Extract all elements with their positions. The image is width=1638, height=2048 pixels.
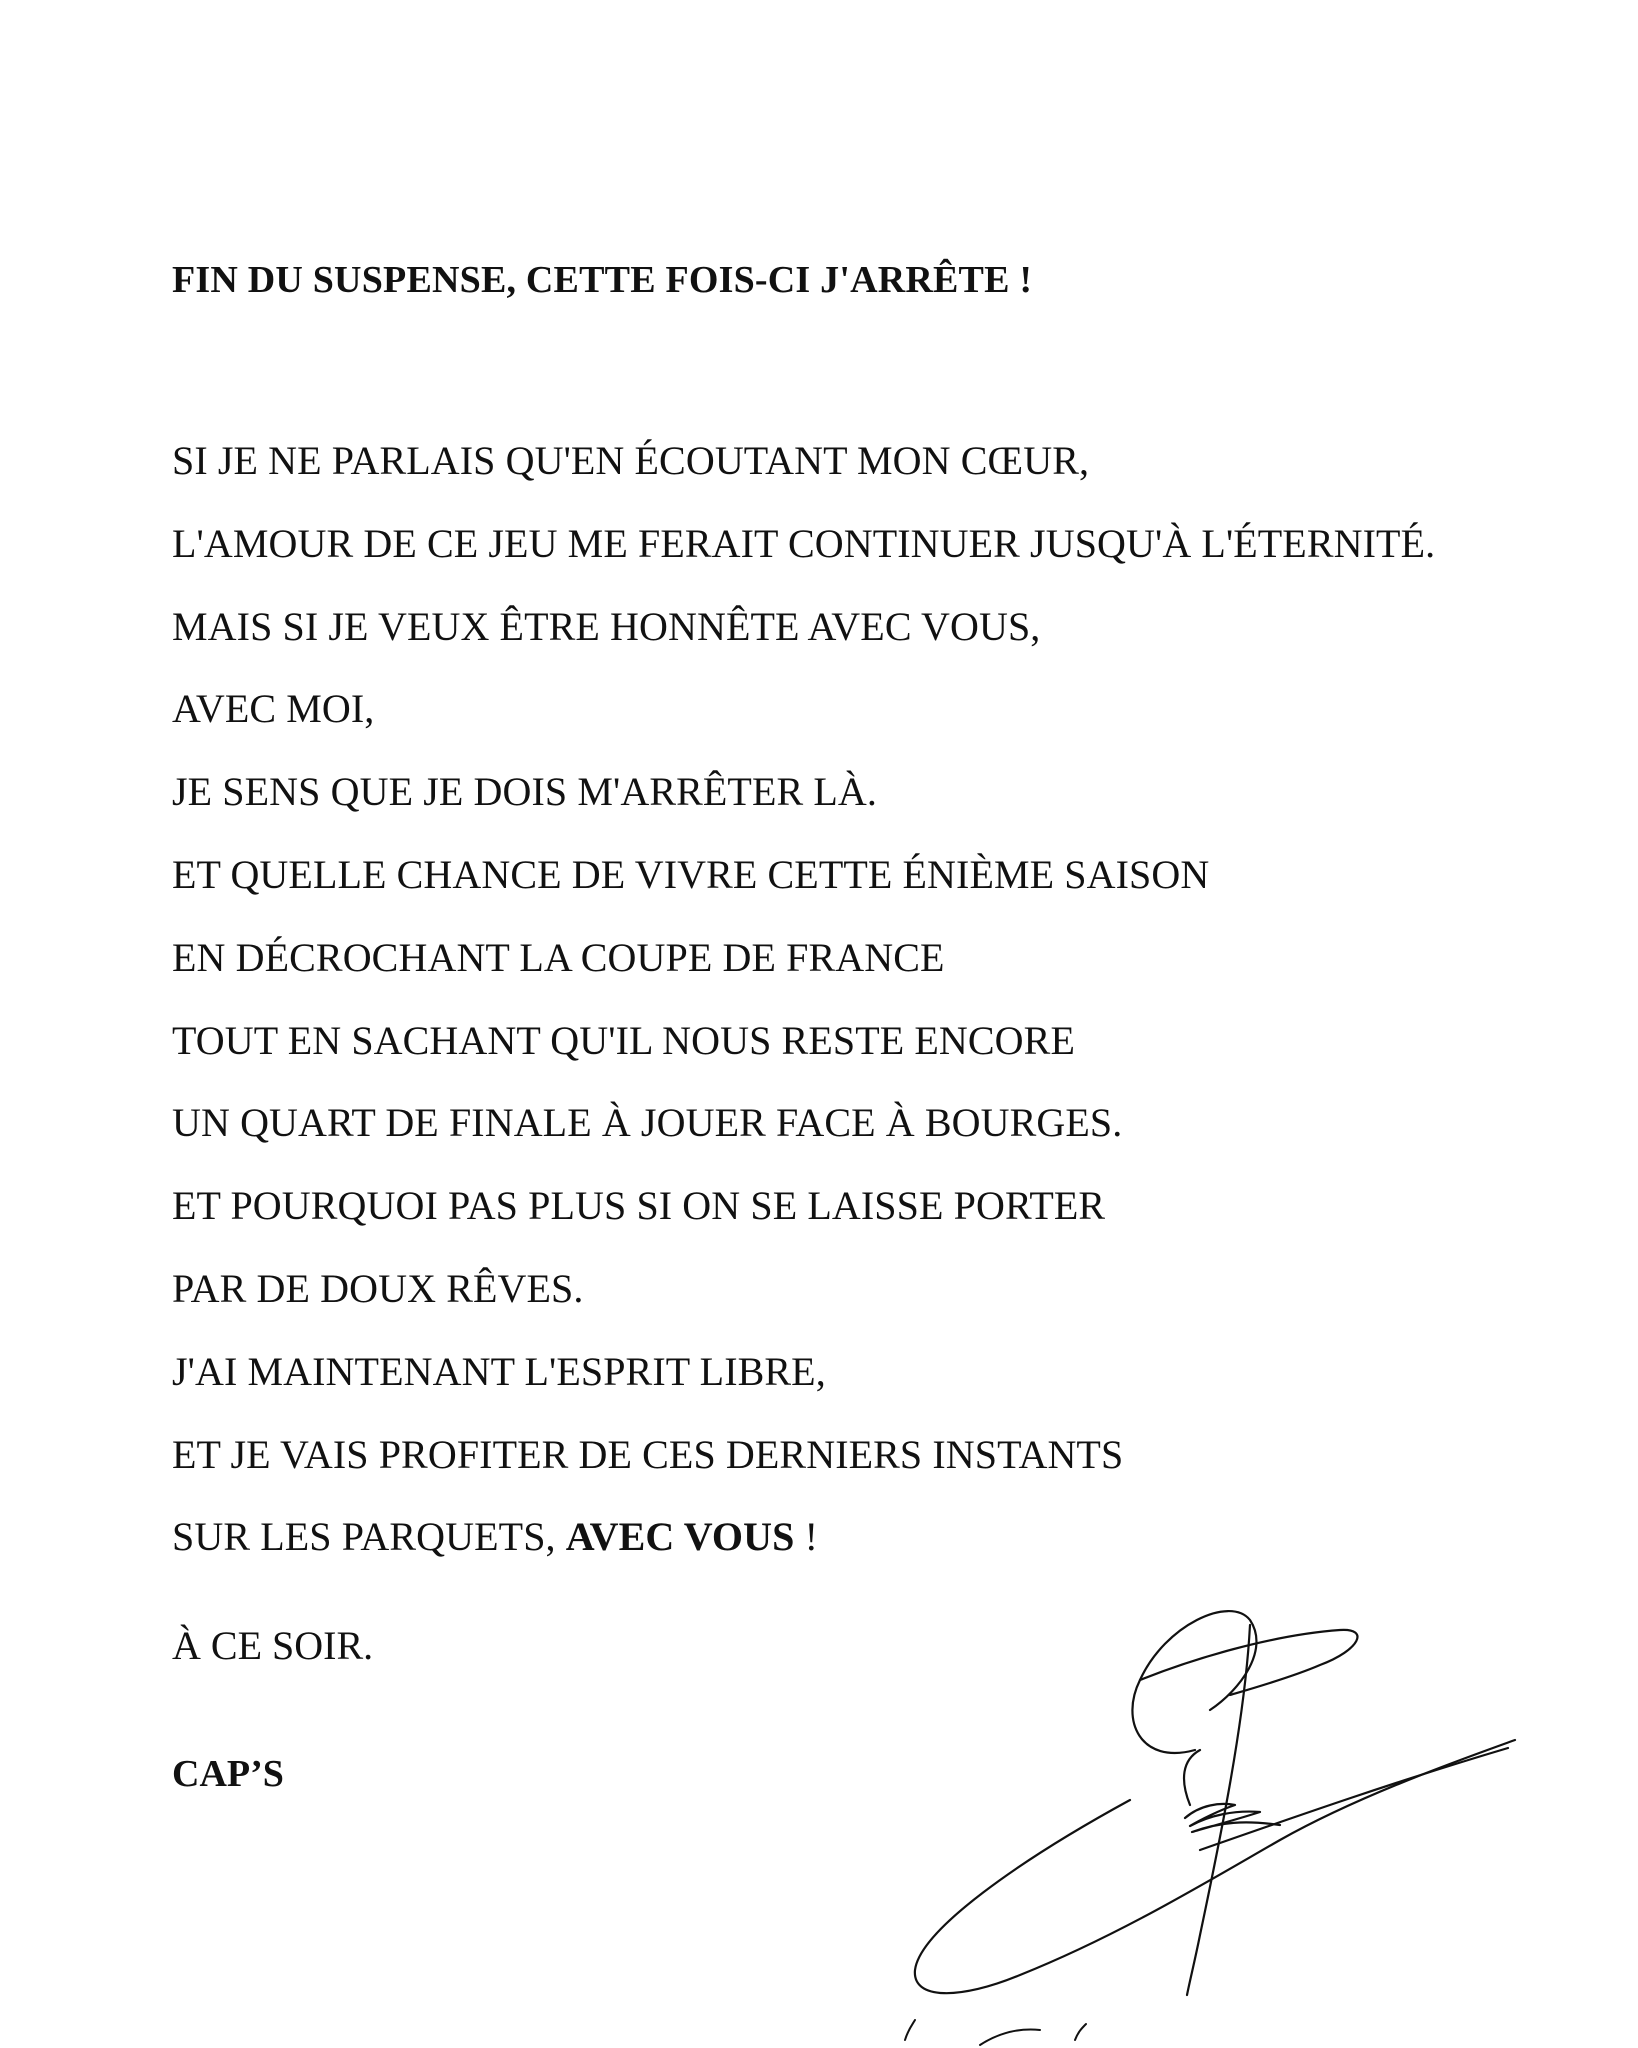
letter-line: JE SENS QUE JE DOIS M'ARRÊTER LÀ. (172, 769, 877, 815)
handwritten-signature (900, 1600, 1540, 2048)
letter-line: L'AMOUR DE CE JEU ME FERAIT CONTINUER JUSQU'À L'ÉTERNITÉ. (172, 520, 1436, 566)
letter-line: UN QUART DE FINALE À JOUER FACE À BOURGES. (172, 1100, 1123, 1146)
letter-line: ET POURQUOI PAS PLUS SI ON SE LAISSE PORTER (172, 1183, 1106, 1229)
letter-line: ET QUELLE CHANCE DE VIVRE CETTE ÉNIÈME SAISON (172, 851, 1210, 897)
letter-line: J'AI MAINTENANT L'ESPRIT LIBRE, (172, 1348, 826, 1394)
last-line-suffix: ! (794, 1514, 818, 1560)
last-line-emphasis: AVEC VOUS (565, 1514, 795, 1560)
letter-title: FIN DU SUSPENSE, CETTE FOIS-CI J'ARRÊTE ! (172, 259, 1033, 301)
last-line-prefix: SUR LES PARQUETS, (172, 1514, 566, 1560)
letter-line: SI JE NE PARLAIS QU'EN ÉCOUTANT MON CŒUR, (172, 438, 1090, 483)
letter-signoff: CAP’S (172, 1753, 284, 1795)
letter-last-line (172, 1496, 1435, 1579)
letter-line: MAIS SI JE VEUX ÊTRE HONNÊTE AVEC VOUS, (172, 603, 1041, 649)
letter-line: TOUT EN SACHANT QU'IL NOUS RESTE ENCORE (172, 1017, 1075, 1063)
letter-body (172, 420, 1435, 1579)
letter-line: EN DÉCROCHANT LA COUPE DE FRANCE (172, 934, 945, 980)
letter-line: AVEC MOI, (172, 686, 375, 732)
letter-line: PAR DE DOUX RÊVES. (172, 1265, 584, 1311)
letter-closing: À CE SOIR. (172, 1623, 374, 1668)
letter-line: ET JE VAIS PROFITER DE CES DERNIERS INSTANTS (172, 1431, 1124, 1477)
